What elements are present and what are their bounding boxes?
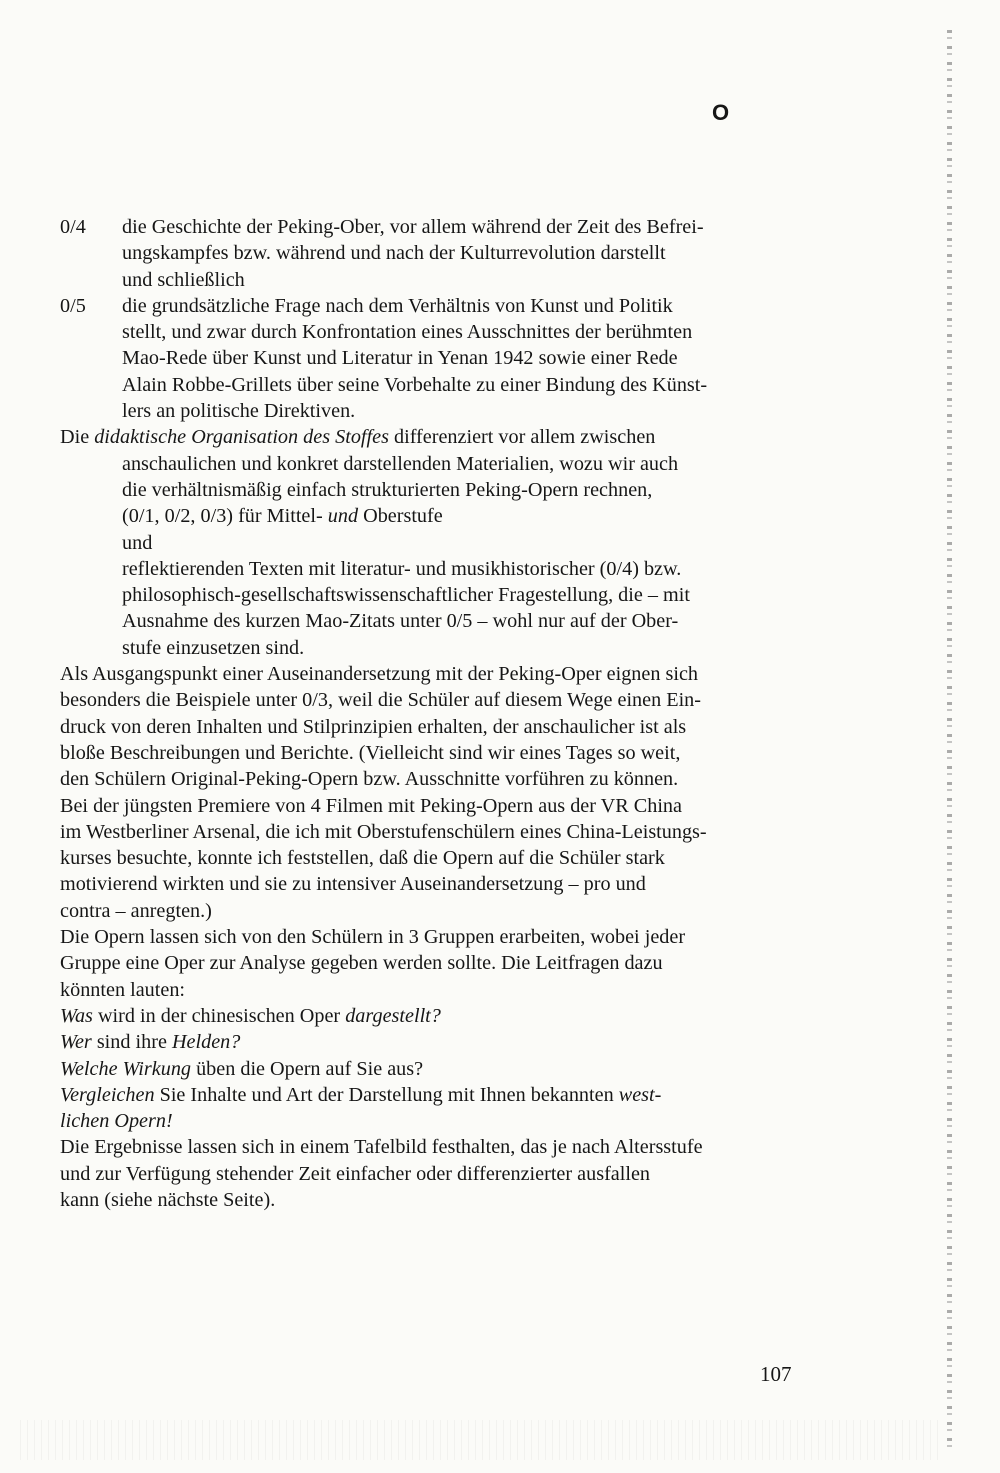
page-body — [60, 214, 820, 1213]
paragraph-line: Bei der jüngsten Premiere von 4 Filmen mit Peking-Opern aus der VR China — [60, 794, 682, 817]
item-line: Alain Robbe-Grillets über seine Vorbehalte zu einer Bindung des Künst- — [122, 373, 708, 396]
item-line: ungskampfes bzw. während und nach der Kulturrevolution darstellt — [122, 242, 666, 265]
paragraph-line: kurses besuchte, konnte ich feststellen, daß die Opern auf die Schüler stark — [60, 847, 665, 870]
paragraph-line: philosophisch-gesellschaftswissenschaftlicher Fragestellung, die – mit — [122, 584, 690, 607]
paragraph-line: den Schülern Original-Peking-Opern bzw. Ausschnitte vorführen zu können. — [60, 768, 679, 791]
item-line: und schließlich — [122, 268, 245, 291]
question-line: Vergleichen Sie Inhalte und Art der Darstellung mit Ihnen bekannten west- — [60, 1083, 662, 1106]
paragraph-line: reflektierenden Texten mit literatur- und musikhistorischer (0/4) bzw. — [122, 557, 682, 580]
paragraph-line: (0/1, 0/2, 0/3) für Mittel- und Oberstufe — [122, 505, 443, 528]
item-label: 0/5 — [60, 294, 86, 317]
question-line: Wer sind ihre Helden? — [60, 1031, 241, 1054]
paragraph-line: kann (siehe nächste Seite). — [60, 1188, 276, 1211]
paragraph-line: Als Ausgangspunkt einer Auseinandersetzung mit der Peking-Oper eignen sich — [60, 663, 699, 686]
paragraph-line: stufe einzusetzen sind. — [122, 636, 305, 659]
scan-edge — [947, 30, 952, 1450]
paragraph-line: und — [122, 531, 153, 554]
scan-noise — [20, 1420, 940, 1460]
paragraph-line: im Westberliner Arsenal, die ich mit Oberstufenschülern eines China-Leistungs- — [60, 820, 707, 843]
paragraph-line: die verhältnismäßig einfach strukturierten Peking-Opern rechnen, — [122, 478, 653, 501]
paragraph-line: und zur Verfügung stehender Zeit einfacher oder differenzierter ausfallen — [60, 1162, 651, 1185]
paragraph-line: Gruppe eine Oper zur Analyse gegeben werden sollte. Die Leitfragen dazu — [60, 952, 663, 975]
item-line: 0/5 die grundsätzliche Frage nach dem Verhältnis von Kunst und Politik — [60, 293, 820, 319]
paragraph-line: anschaulichen und konkret darstellenden Materialien, wozu wir auch — [122, 452, 679, 475]
paragraph-line: Ausnahme des kurzen Mao-Zitats unter 0/5 – wohl nur auf der Ober- — [122, 610, 679, 633]
item-line: Mao-Rede über Kunst und Literatur in Yenan 1942 sowie einer Rede — [122, 347, 678, 370]
paragraph-line: druck von deren Inhalten und Stilprinzipien erhalten, der anschaulicher ist als — [60, 715, 687, 738]
paragraph-line: Die Opern lassen sich von den Schülern in 3 Gruppen erarbeiten, wobei jeder — [60, 926, 686, 949]
page-number: 107 — [760, 1362, 792, 1386]
item-line: 0/4 die Geschichte der Peking-Ober, vor allem während der Zeit des Befrei- — [60, 214, 820, 240]
paragraph-line: motivierend wirkten und sie zu intensiver Auseinandersetzung – pro und — [60, 873, 646, 896]
paragraph-line: Die Ergebnisse lassen sich in einem Tafelbild festhalten, das je nach Altersstufe — [60, 1136, 703, 1159]
item-label: 0/4 — [60, 216, 86, 238]
item-line: lers an politische Direktiven. — [122, 400, 356, 423]
paragraph-line: Die didaktische Organisation des Stoffes differenziert vor allem zwischen — [60, 426, 656, 449]
item-line: stellt, und zwar durch Konfrontation eines Ausschnittes der berühmten — [122, 321, 693, 344]
paragraph-line: könnten lauten: — [60, 978, 186, 1001]
question-line: lichen Opern! — [60, 1110, 173, 1133]
section-mark: O — [712, 100, 730, 125]
paragraph-line: besonders die Beispiele unter 0/3, weil die Schüler auf diesem Wege einen Ein- — [60, 689, 702, 712]
question-line: Welche Wirkung üben die Opern auf Sie aus? — [60, 1057, 424, 1080]
paragraph-line: bloße Beschreibungen und Berichte. (Vielleicht sind wir eines Tages so weit, — [60, 741, 681, 764]
paragraph-line: contra – anregten.) — [60, 899, 212, 922]
question-line: Was wird in der chinesischen Oper dargestellt? — [60, 1004, 441, 1027]
